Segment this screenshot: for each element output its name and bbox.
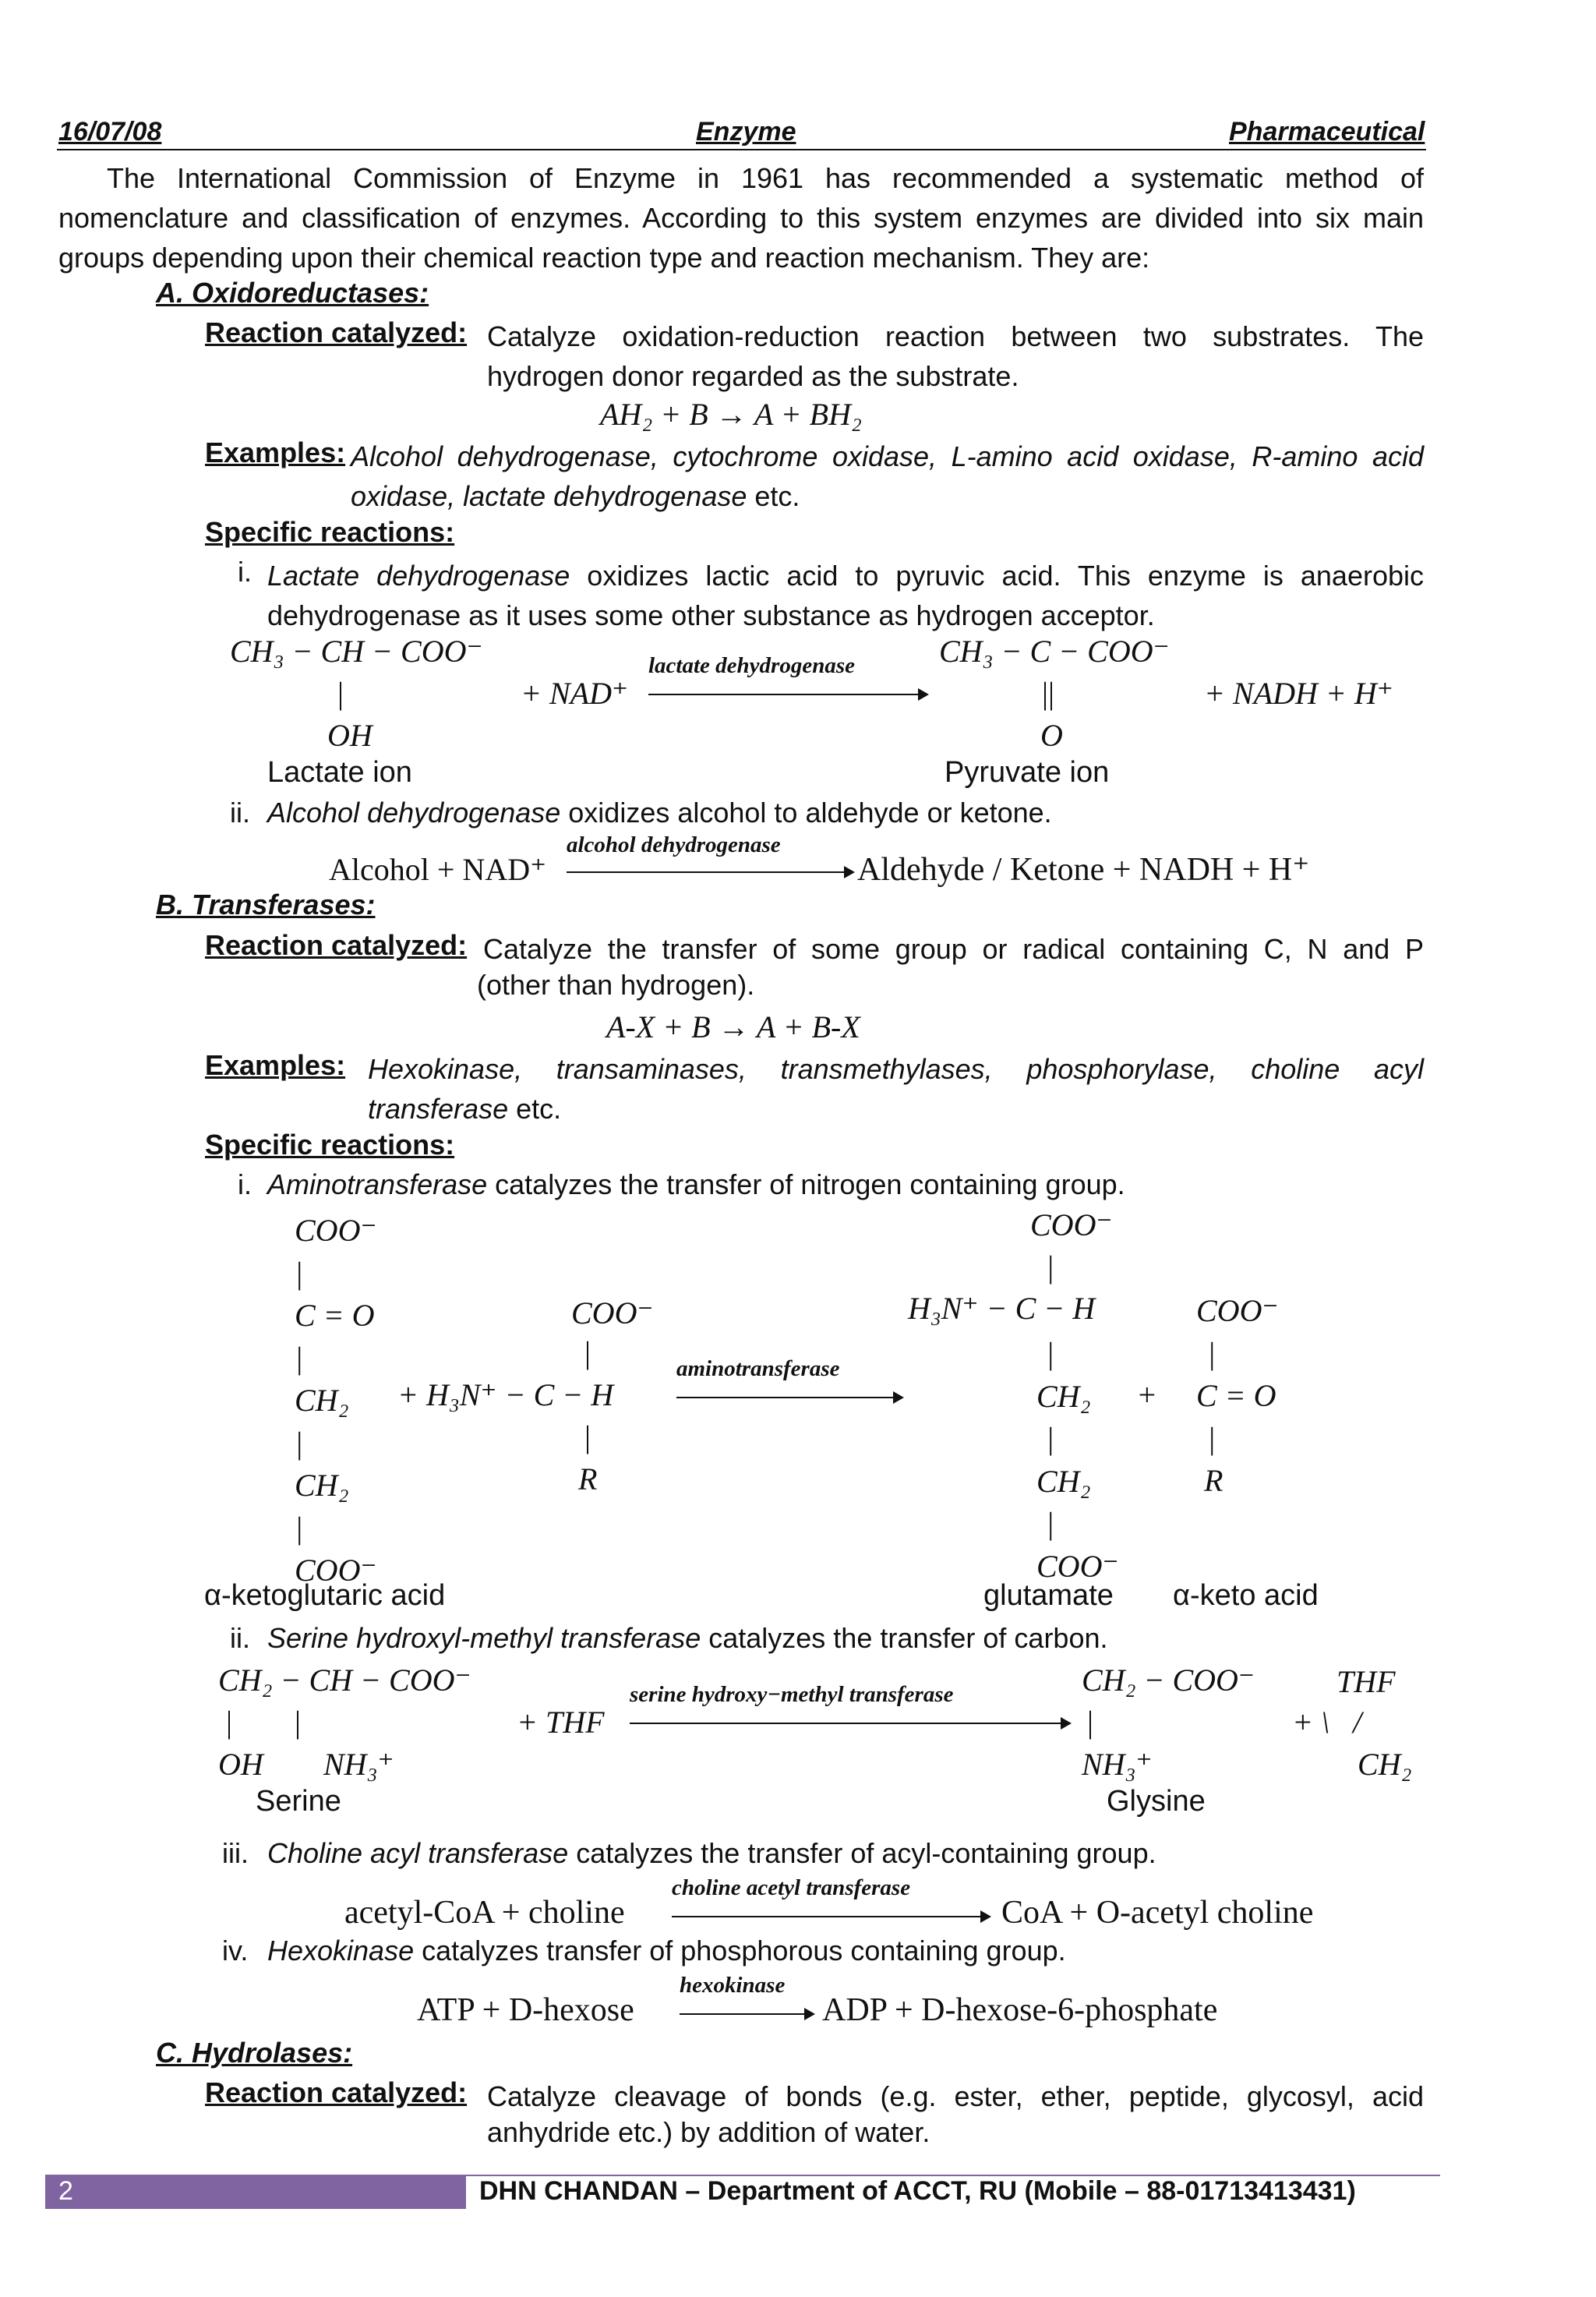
section-b-examples-italic: Hexokinase, transaminases, transmethylases, phosphorylase, choline acyl transferase bbox=[368, 1053, 1424, 1125]
b-r3-arrow bbox=[672, 1916, 990, 1917]
a-r2-arrow bbox=[567, 871, 853, 873]
glutamate-top bbox=[1030, 1204, 1113, 1288]
glu-rest-1: CH₂ bbox=[1036, 1378, 1091, 1414]
glu-rest-3: CH₂ bbox=[1036, 1463, 1091, 1499]
b-r4-arrow-label: hexokinase bbox=[680, 1973, 786, 1998]
section-a-examples-label: Examples: bbox=[205, 436, 346, 468]
b-r3-description bbox=[267, 1837, 1156, 1870]
b-r3-arrow-label: choline acetyl transferase bbox=[672, 1875, 911, 1900]
akg-3: | bbox=[295, 1340, 303, 1376]
b-r3-enzyme: Choline acyl transferase bbox=[267, 1837, 569, 1869]
glu-rest-2: | bbox=[1046, 1421, 1054, 1456]
b-r2-arrow bbox=[630, 1723, 1070, 1724]
a-r2-description bbox=[267, 797, 1052, 829]
glycine-bond: | bbox=[1087, 1705, 1094, 1740]
amino-acid-bond-top: | bbox=[584, 1335, 591, 1370]
footer-page-number: 2 bbox=[58, 2176, 73, 2206]
b-r1-num: i. bbox=[238, 1168, 252, 1200]
footer-author: DHN CHANDAN – Department of ACCT, RU (Mobile – 88-01713413431) bbox=[479, 2176, 1356, 2206]
glycine-top: CH₂ − COO⁻ bbox=[1082, 1663, 1255, 1698]
section-a-letter: A. bbox=[156, 277, 184, 309]
section-a-specific-label: Specific reactions: bbox=[205, 516, 455, 548]
keto-4: R bbox=[1204, 1463, 1223, 1498]
b-r1-enzyme: Aminotransferase bbox=[267, 1168, 488, 1200]
akg-8: COO⁻ bbox=[295, 1553, 377, 1588]
keto-1: | bbox=[1207, 1335, 1216, 1371]
b-r1-arrow-label: aminotransferase bbox=[676, 1356, 840, 1381]
section-a-reaction-text: Catalyze oxidation-reduction reaction between two substrates. The hydrogen donor regarded as the substrate. bbox=[487, 320, 1424, 392]
lactate-formula-top: CH₃ − CH − COO⁻ bbox=[230, 634, 483, 669]
section-a-examples bbox=[351, 436, 1424, 516]
header-date: 16/07/08 bbox=[58, 117, 162, 147]
a-r1-arrow bbox=[648, 694, 927, 695]
section-b-reaction-text-1: Catalyze the transfer of some group or radical containing C, N and P bbox=[483, 933, 1424, 965]
amino-acid-bond-bottom: | bbox=[584, 1419, 591, 1454]
a-r1-arrow-label: lactate dehydrogenase bbox=[648, 653, 855, 678]
section-a-heading bbox=[156, 277, 429, 309]
section-a-equation: AH₂ + B → A + BH₂ bbox=[600, 397, 862, 432]
b-r2-description bbox=[267, 1622, 1108, 1655]
section-b-reaction-text-2: (other than hydrogen). bbox=[477, 969, 755, 1001]
b-r2-num: ii. bbox=[230, 1622, 250, 1654]
glycine-nh3: NH₃⁺ bbox=[1082, 1747, 1153, 1782]
pyruvate-oxygen: O bbox=[1040, 718, 1063, 753]
keto-3: | bbox=[1207, 1420, 1216, 1456]
serine-bonds: | | bbox=[226, 1705, 302, 1740]
a-r2-text: oxidizes alcohol to aldehyde or ketone. bbox=[560, 797, 1052, 829]
b-r1-arrow bbox=[676, 1397, 902, 1398]
b-r4-description bbox=[267, 1935, 1066, 1967]
serine-nh3: NH₃⁺ bbox=[323, 1747, 394, 1782]
a-r1-enzyme: Lactate dehydrogenase bbox=[267, 560, 570, 592]
section-c-reaction-label: Reaction catalyzed: bbox=[205, 2076, 468, 2108]
serine-oh: OH bbox=[218, 1747, 263, 1782]
amino-acid-r: R bbox=[578, 1461, 598, 1497]
section-c-letter: C. bbox=[156, 2037, 184, 2069]
section-c-title: Hydrolases: bbox=[192, 2037, 353, 2069]
serine-top: CH₂ − CH − COO⁻ bbox=[218, 1663, 471, 1698]
a-r2-num: ii. bbox=[230, 797, 250, 829]
a-r2-enzyme: Alcohol dehydrogenase bbox=[267, 797, 561, 829]
amino-acid-top: COO⁻ bbox=[571, 1295, 654, 1330]
a-r1-description bbox=[267, 556, 1424, 635]
lactate-bond: | bbox=[337, 676, 344, 711]
amino-acid-mid: + H₃N⁺ − C − H bbox=[397, 1377, 614, 1412]
a-r2-right: Aldehyde / Ketone + NADH + H⁺ bbox=[857, 852, 1310, 888]
glycine-label: Glysine bbox=[1107, 1785, 1206, 1818]
akg-7: | bbox=[295, 1510, 303, 1546]
akg-0: COO⁻ bbox=[295, 1213, 377, 1248]
section-a-title: Oxidoreductases: bbox=[192, 277, 429, 309]
b-r3-left: acetyl-CoA + choline bbox=[344, 1895, 625, 1931]
section-b-specific-label: Specific reactions: bbox=[205, 1129, 455, 1161]
header-rule bbox=[57, 149, 1426, 150]
a-r2-arrow-label: alcohol dehydrogenase bbox=[567, 832, 781, 857]
pyruvate-formula-top: CH₃ − C − COO⁻ bbox=[939, 634, 1170, 669]
alpha-ketoglutaric-label: α-ketoglutaric acid bbox=[204, 1579, 446, 1612]
section-b-reaction-label: Reaction catalyzed: bbox=[205, 929, 468, 961]
alpha-keto-acid-label: α-keto acid bbox=[1173, 1579, 1319, 1612]
glu-rest-5: COO⁻ bbox=[1036, 1548, 1119, 1584]
b-r1-description bbox=[267, 1168, 1125, 1201]
b-r2-reagent: + THF bbox=[517, 1705, 605, 1740]
glu-top-1: | bbox=[1046, 1249, 1054, 1285]
glutamate-rest bbox=[1036, 1333, 1119, 1588]
b-r1-plus: + bbox=[1136, 1377, 1157, 1412]
glu-top-0: COO⁻ bbox=[1030, 1207, 1113, 1242]
section-c-reaction-text-1: Catalyze cleavage of bonds (e.g. ester, ether, peptide, glycosyl, acid bbox=[487, 2080, 1424, 2112]
b-r3-num: iii. bbox=[222, 1837, 249, 1869]
b-r4-arrow bbox=[680, 2013, 814, 2015]
b-r3-right: CoA + O-acetyl choline bbox=[1001, 1895, 1314, 1931]
pyruvate-double-bond: || bbox=[1042, 676, 1055, 711]
thf-ch2: CH₂ bbox=[1358, 1747, 1412, 1782]
b-r4-left: ATP + D-hexose bbox=[417, 1992, 634, 2028]
header-subject: Pharmaceutical bbox=[1229, 117, 1425, 147]
glu-rest-4: | bbox=[1046, 1506, 1054, 1541]
footer-accent-bar bbox=[45, 2175, 466, 2209]
lactate-oh: OH bbox=[327, 718, 373, 753]
a-r1-text: oxidizes lactic acid to pyruvic acid. This enzyme is anaerobic dehydrogenase as it uses some other substance as hydrogen acceptor. bbox=[267, 560, 1425, 631]
section-b-equation: A-X + B → A + B-X bbox=[606, 1009, 860, 1044]
akg-4: CH₂ bbox=[295, 1383, 349, 1418]
keto-2: C = O bbox=[1196, 1378, 1276, 1413]
section-a-examples-tail: etc. bbox=[747, 480, 800, 512]
b-r2-arrow-label: serine hydroxy−methyl transferase bbox=[630, 1682, 954, 1707]
glu-rest-0: | bbox=[1046, 1336, 1054, 1371]
thf-mid: + \ / bbox=[1292, 1705, 1362, 1740]
header-topic: Enzyme bbox=[696, 117, 796, 147]
b-r1-text: catalyzes the transfer of nitrogen containing group. bbox=[487, 1168, 1125, 1200]
section-b-examples-tail: etc. bbox=[508, 1093, 562, 1125]
a-r1-reagent: + NAD⁺ bbox=[521, 676, 629, 711]
akg-6: CH₂ bbox=[295, 1468, 349, 1503]
section-c-heading bbox=[156, 2037, 352, 2069]
akg-2: C = O bbox=[295, 1298, 375, 1333]
a-r1-num: i. bbox=[238, 556, 252, 588]
b-r4-num: iv. bbox=[222, 1935, 249, 1967]
intro-paragraph: The International Commission of Enzyme in 1961 has recommended a systematic method of nomenclature and classification of enzymes. According to this system enzymes are divided into six main groups depending upon their chemical reaction type and reaction mechanism. They are: bbox=[58, 162, 1424, 274]
glutamate-label: glutamate bbox=[983, 1579, 1114, 1612]
b-r2-text: catalyzes the transfer of carbon. bbox=[701, 1622, 1108, 1654]
glutamate-mid: H₃N⁺ − C − H bbox=[908, 1291, 1096, 1326]
b-r4-right: ADP + D-hexose-6-phosphate bbox=[822, 1992, 1218, 2028]
section-b-title: Transferases: bbox=[192, 889, 376, 921]
akg-1: | bbox=[295, 1255, 303, 1291]
section-a-reaction-label: Reaction catalyzed: bbox=[205, 316, 468, 348]
keto-0: COO⁻ bbox=[1196, 1293, 1279, 1328]
b-r4-text: catalyzes transfer of phosphorous containing group. bbox=[414, 1935, 1066, 1967]
thf-top: THF bbox=[1336, 1664, 1396, 1699]
lactate-ion-label: Lactate ion bbox=[267, 756, 412, 789]
section-b-examples bbox=[368, 1049, 1424, 1129]
a-r1-product: + NADH + H⁺ bbox=[1204, 676, 1393, 711]
keto-acid-structure bbox=[1196, 1290, 1279, 1503]
section-b-heading bbox=[156, 889, 376, 921]
akg-5: | bbox=[295, 1425, 303, 1461]
b-r2-enzyme: Serine hydroxyl-methyl transferase bbox=[267, 1622, 701, 1654]
a-r2-left: Alcohol + NAD⁺ bbox=[329, 852, 547, 887]
b-r4-enzyme: Hexokinase bbox=[267, 1935, 415, 1967]
pyruvate-ion-label: Pyruvate ion bbox=[945, 756, 1110, 789]
section-c-reaction-text-2: anhydride etc.) by addition of water. bbox=[487, 2116, 930, 2148]
section-a-examples-italic: Alcohol dehydrogenase, cytochrome oxidase, L-amino acid oxidase, R-amino acid oxidase, lactate dehydrogenase bbox=[351, 440, 1424, 512]
alpha-ketoglutarate-structure bbox=[295, 1210, 377, 1592]
section-b-letter: B. bbox=[156, 889, 184, 921]
serine-label: Serine bbox=[256, 1785, 341, 1818]
section-b-examples-label: Examples: bbox=[205, 1049, 346, 1081]
b-r3-text: catalyzes the transfer of acyl-containing group. bbox=[568, 1837, 1156, 1869]
